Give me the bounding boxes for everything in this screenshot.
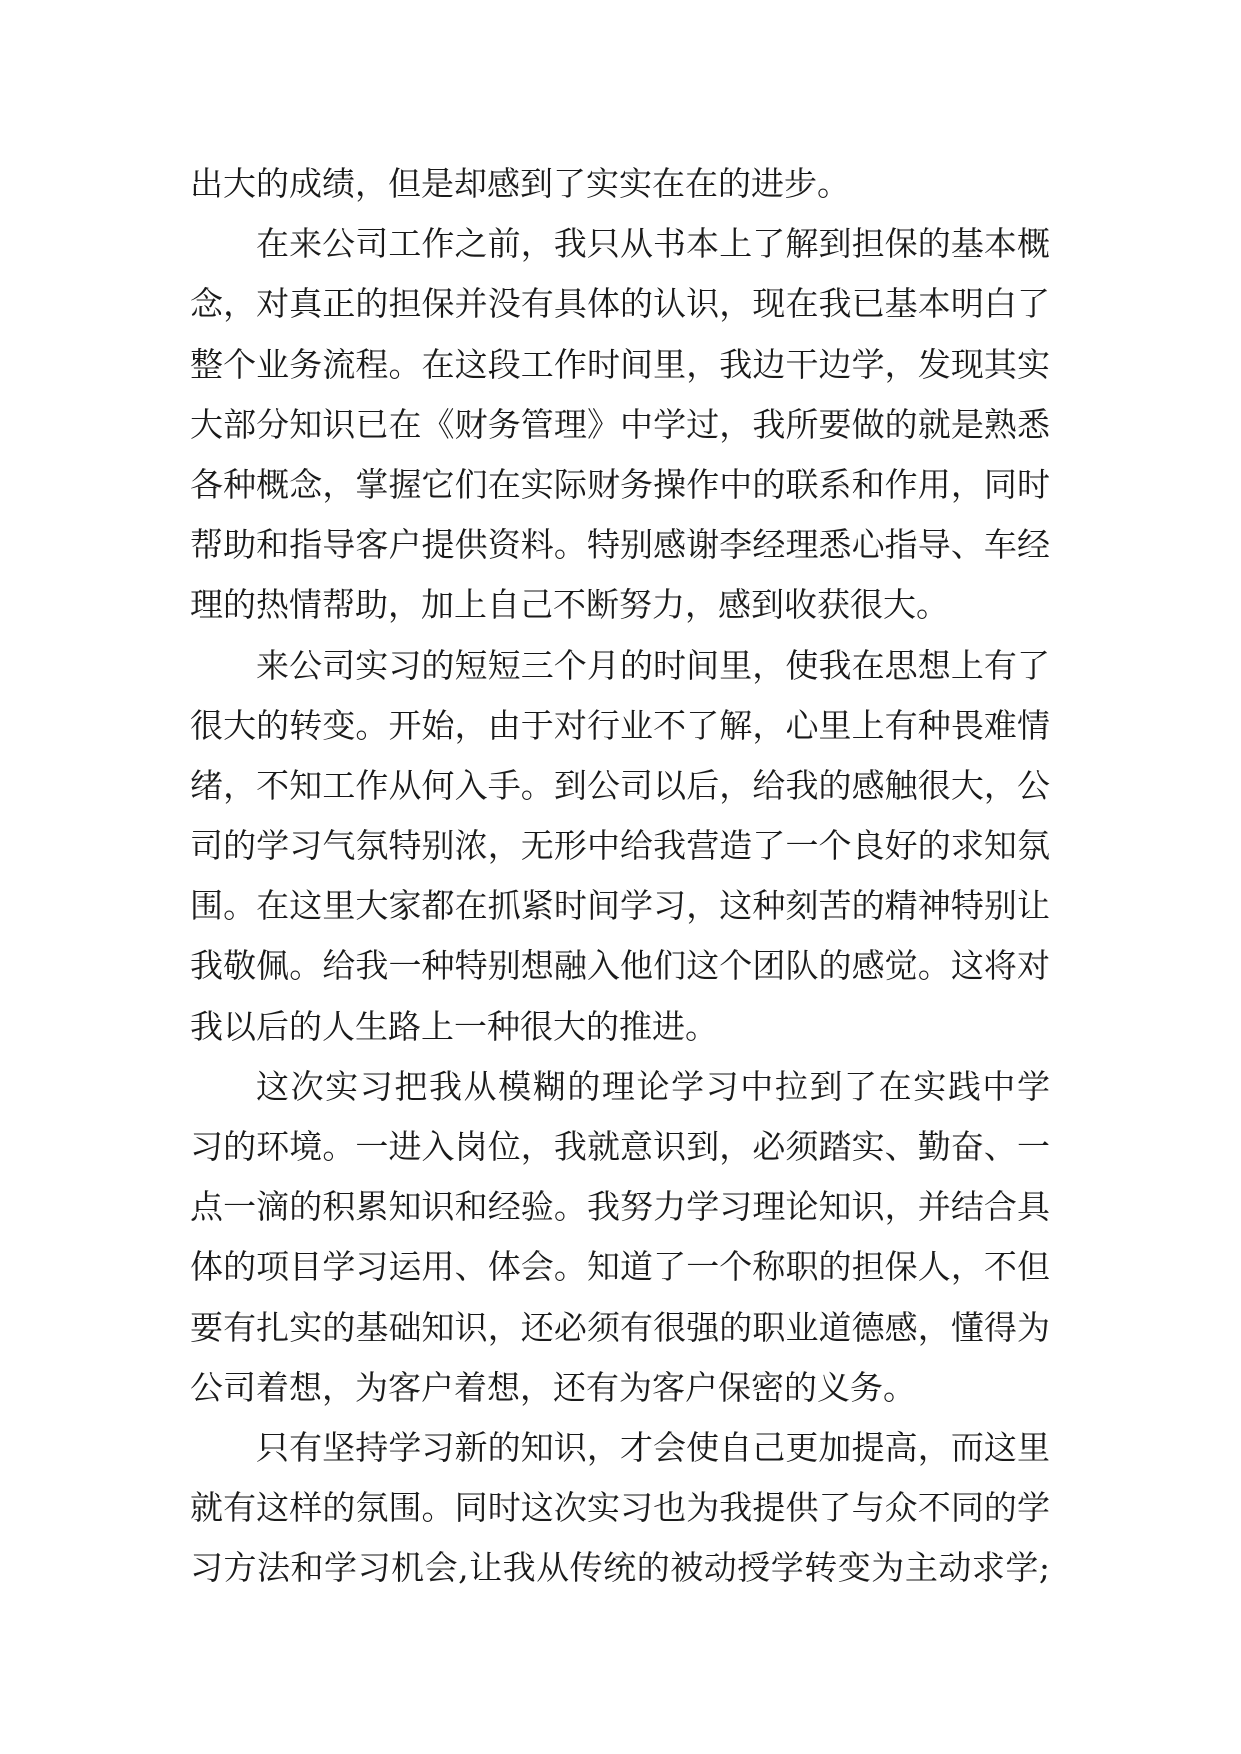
text-line: 我以后的人生路上一种很大的推进。 [190,1006,718,1046]
text-line: 司的学习气氛特别浓，无形中给我营造了一个良好的求知氛 [190,826,1050,866]
text-line: 念，对真正的担保并没有具体的认识，现在我已基本明白了 [190,284,1050,324]
text-line: 大部分知识已在《财务管理》中学过，我所要做的就是熟悉 [190,404,1050,444]
text-line: 习的环境。一进入岗位，我就意识到，必须踏实、勤奋、一 [190,1127,1050,1166]
text-line: 公司着想，为客户着想，还有为客户保密的义务。 [190,1367,916,1407]
text-line: 围。在这里大家都在抓紧时间学习，这种刻苦的精神特别让 [190,886,1050,926]
text-line: 我敬佩。给我一种特别想融入他们这个团队的感觉。这将对 [190,946,1050,986]
text-line: 各种概念，掌握它们在实际财务操作中的联系和作用，同时 [190,464,1050,504]
text-line: 习方法和学习机会,让我从传统的被动授学转变为主动求学; [190,1548,1050,1588]
text-line: 绪，不知工作从何入手。到公司以后，给我的感触很大，公 [190,765,1050,805]
text-line: 很大的转变。开始，由于对行业不了解，心里上有种畏难情 [190,705,1050,745]
paragraph-first-line: 这次实习把我从模糊的理论学习中拉到了在实践中学 [256,1066,1050,1106]
text-line: 帮助和指导客户提供资料。特别感谢李经理悉心指导、车经 [190,525,1050,565]
document-body [190,154,1050,1599]
text-line: 整个业务流程。在这段工作时间里，我边干边学，发现其实 [190,344,1050,384]
text-line: 体的项目学习运用、体会。知道了一个称职的担保人，不但 [190,1247,1050,1287]
text-line: 理的热情帮助，加上自己不断努力，感到收获很大。 [190,585,949,625]
paragraph-first-line: 来公司实习的短短三个月的时间里，使我在思想上有了 [256,645,1050,685]
text-line: 出大的成绩，但是却感到了实实在在的进步。 [190,164,850,203]
text-line: 要有扎实的基础知识，还必须有很强的职业道德感，懂得为 [190,1307,1050,1347]
text-line: 点一滴的积累知识和经验。我努力学习理论知识，并结合具 [190,1187,1050,1227]
paragraph-first-line: 只有坚持学习新的知识，才会使自己更加提高，而这里 [256,1427,1050,1467]
text-line: 就有这样的氛围。同时这次实习也为我提供了与众不同的学 [190,1488,1050,1528]
paragraph-first-line: 在来公司工作之前，我只从书本上了解到担保的基本概 [256,224,1050,264]
